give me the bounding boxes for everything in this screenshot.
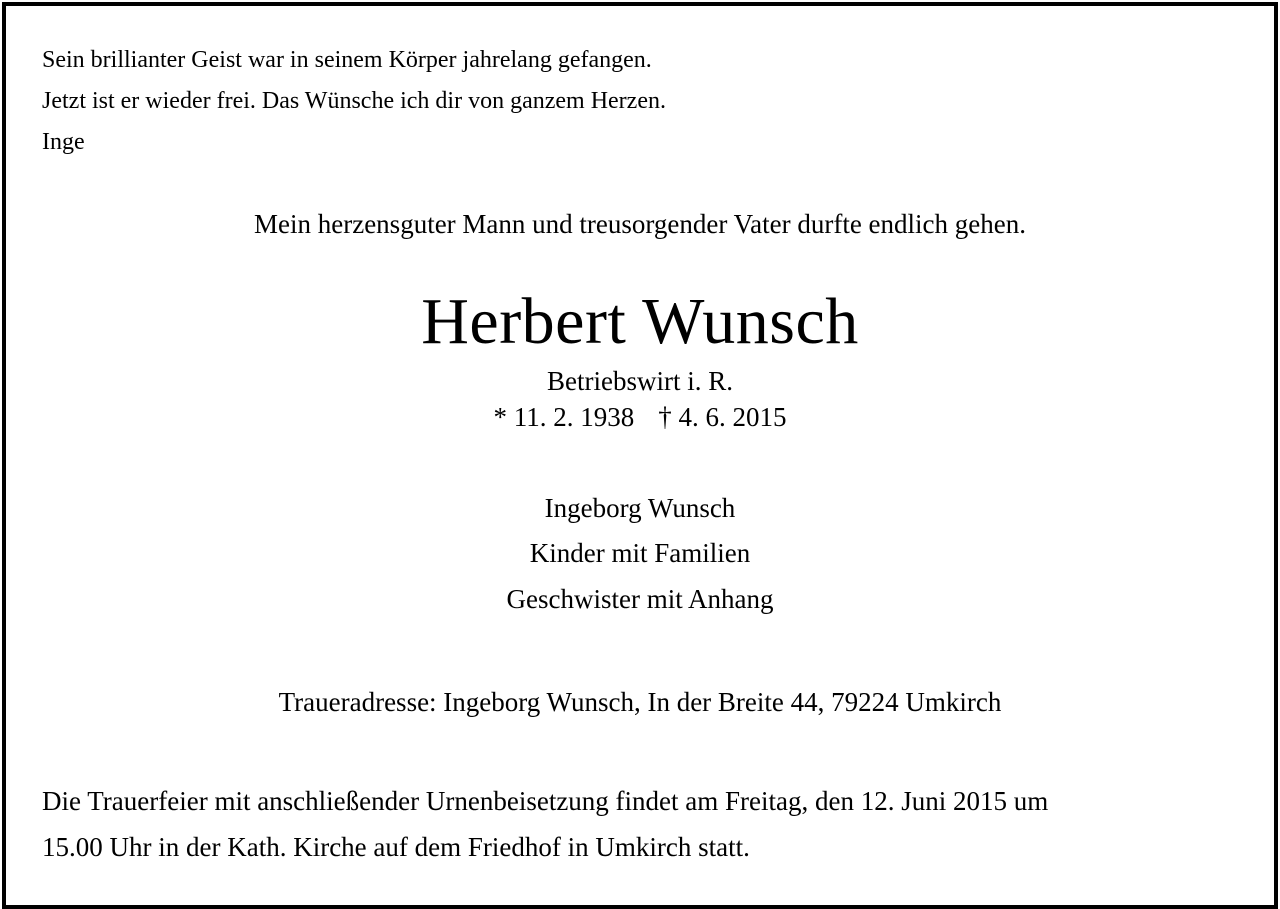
deceased-name: Herbert Wunsch <box>421 285 859 358</box>
life-dates <box>6 404 1274 431</box>
mourner-2: Kinder mit Familien <box>529 538 751 568</box>
mourner-1: Ingeborg Wunsch <box>544 493 736 523</box>
service-line-1: Die Trauerfeier mit anschließender Urnenbeisetzung findet am Freitag, den 12. Juni 2015 um <box>42 786 1049 816</box>
death-date: † 4. 6. 2015 <box>658 402 787 432</box>
dedication-line-1: Sein brillianter Geist war in seinem Körper jahrelang gefangen. <box>42 47 652 73</box>
obituary-notice <box>2 2 1278 909</box>
dedication-line-2: Jetzt ist er wieder frei. Das Wünsche ich dir von ganzem Herzen. <box>42 88 666 114</box>
birth-date: * 11. 2. 1938 <box>493 402 635 432</box>
service-line-2: 15.00 Uhr in der Kath. Kirche auf dem Friedhof in Umkirch statt. <box>42 832 750 862</box>
mourning-address: Traueradresse: Ingeborg Wunsch, In der Breite 44, 79224 Umkirch <box>278 687 1002 717</box>
intro-line: Mein herzensguter Mann und treusorgender Vater durfte endlich gehen. <box>254 209 1026 239</box>
deceased-title: Betriebswirt i. R. <box>547 366 733 396</box>
dedication-signature: Inge <box>42 129 85 155</box>
mourner-3: Geschwister mit Anhang <box>506 584 774 614</box>
